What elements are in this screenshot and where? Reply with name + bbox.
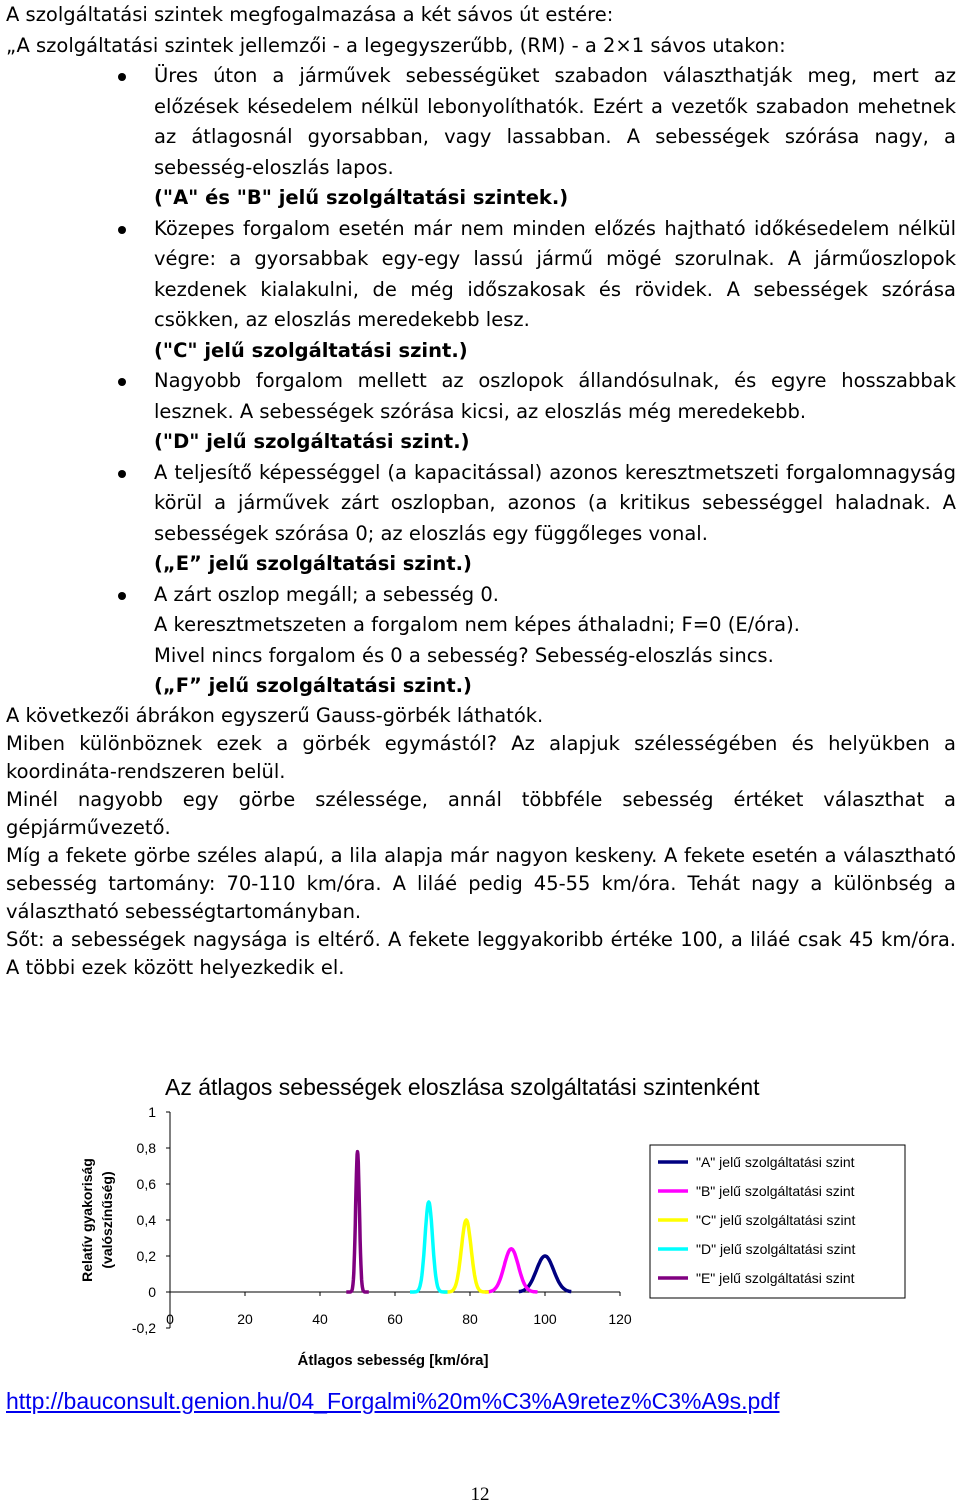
service-level-label: ("D" jelű szolgáltatási szint.) bbox=[154, 430, 470, 453]
series-curve-3 bbox=[410, 1202, 448, 1292]
y-axis-label-line: (valószínűség) bbox=[99, 1171, 115, 1269]
list-item bbox=[6, 61, 956, 214]
service-level-label: ("A" és "B" jelű szolgáltatási szintek.) bbox=[154, 186, 569, 209]
x-tick-label: 120 bbox=[608, 1311, 632, 1327]
x-tick-label: 40 bbox=[312, 1311, 328, 1327]
service-level-label: („F” jelű szolgáltatási szint.) bbox=[154, 674, 472, 697]
bullet-icon bbox=[118, 592, 126, 600]
y-tick-label: 0,6 bbox=[136, 1176, 156, 1192]
x-tick-label: 100 bbox=[533, 1311, 557, 1327]
chart-series bbox=[346, 1152, 571, 1292]
page-number: 12 bbox=[470, 1484, 490, 1505]
list-item bbox=[6, 458, 956, 580]
y-tick-label: 0,2 bbox=[136, 1248, 156, 1264]
series-curve-2 bbox=[444, 1220, 489, 1292]
service-level-label: ("C" jelű szolgáltatási szint.) bbox=[154, 338, 468, 362]
x-tick-labels bbox=[166, 1292, 632, 1327]
bullet-line: Mivel nincs forgalom és 0 a sebesség? Sebesség-eloszlás sincs. bbox=[154, 643, 774, 667]
paragraph: Míg a fekete görbe széles alapú, a lila alapja már nagyon keskeny. A fekete esetén a választható sebesség tartomány: 70-110 km/óra. A liláé pedig 45-55 km/óra. Tehát nagy a különbség a választható sebességtartományban. bbox=[6, 843, 956, 923]
bullet-text: A teljesítő képességgel (a kapacitással) azonos keresztmetszeti forgalomnagyság körül a járművek zárt oszlopban, azonos (a kritikus sebességgel haladnak. A sebességek szórása 0; az eloszlás egy függőleges vonal. bbox=[154, 460, 956, 545]
document-page bbox=[6, 0, 956, 982]
x-tick-label: 0 bbox=[166, 1311, 174, 1327]
y-tick-labels bbox=[132, 1104, 170, 1336]
y-tick-label: 1 bbox=[148, 1104, 156, 1120]
bullet-line: A zárt oszlop megáll; a sebesség 0. bbox=[154, 582, 499, 606]
speed-distribution-chart bbox=[0, 1060, 960, 1380]
legend-label: "B" jelű szolgáltatási szint bbox=[696, 1183, 855, 1199]
legend-label: "D" jelű szolgáltatási szint bbox=[696, 1241, 856, 1257]
list-item bbox=[6, 214, 956, 367]
y-axis-label-line: Relatív gyakoriság bbox=[79, 1158, 95, 1282]
bullet-icon bbox=[118, 470, 126, 478]
bullet-icon bbox=[118, 226, 126, 234]
x-axis-label: Átlagos sebesség [km/óra] bbox=[297, 1352, 489, 1369]
bullet-icon bbox=[118, 378, 126, 386]
paragraph: Minél nagyobb egy görbe szélessége, annál többféle sebesség értéket választhat a gépjárművezető. bbox=[6, 787, 956, 839]
bullet-text: Közepes forgalom esetén már nem minden előzés hajtható időkésedelem nélkül végre: a gyorsabbak egy-egy lassú jármű mögé szorulnak. A járműoszlopok kezdenek kialakulni, de még időszakosak és rövidek. A sebességek szórása csökken, az eloszlás meredekebb lesz. bbox=[154, 216, 956, 331]
y-axis-label bbox=[79, 1158, 115, 1282]
x-tick-label: 20 bbox=[237, 1311, 253, 1327]
legend-label: "A" jelű szolgáltatási szint bbox=[696, 1154, 855, 1170]
chart-title: Az átlagos sebességek eloszlása szolgáltatási szintenként bbox=[165, 1074, 760, 1100]
legend-label: "C" jelű szolgáltatási szint bbox=[696, 1212, 856, 1228]
y-tick-label: 0,4 bbox=[136, 1212, 156, 1228]
chart-legend bbox=[650, 1145, 905, 1298]
source-link[interactable]: http://bauconsult.genion.hu/04_Forgalmi%20m%C3%A9retez%C3%A9s.pdf bbox=[6, 1388, 780, 1414]
y-tick-label: 0,8 bbox=[136, 1140, 156, 1156]
paragraph: Sőt: a sebességek nagysága is eltérő. A fekete leggyakoribb értéke 100, a liláé csak 45 km/óra. A többi ezek között helyezkedik el. bbox=[6, 927, 956, 979]
section-heading: A szolgáltatási szintek megfogalmazása a két sávos út estére: bbox=[6, 3, 614, 26]
legend-label: "E" jelű szolgáltatási szint bbox=[696, 1270, 855, 1286]
x-tick-label: 60 bbox=[387, 1311, 403, 1327]
bullet-icon bbox=[118, 73, 126, 81]
bullet-line: A keresztmetszeten a forgalom nem képes áthaladni; F=0 (E/óra). bbox=[154, 613, 800, 636]
y-tick-label: -0,2 bbox=[131, 1320, 156, 1336]
bullet-text: Üres úton a járművek sebességüket szabadon választhatják meg, mert az előzések késedelem nélkül lebonyolíthatók. Ezért a vezetők szabadon mehetnek az átlagosnál gyorsabban, vagy lassabban. A sebességek szórása nagy, a sebesség-eloszlás lapos. bbox=[154, 64, 956, 179]
bullet-text: Nagyobb forgalom mellett az oszlopok állandósulnak, és egyre hosszabbak lesznek. A sebességek szórása kicsi, az eloszlás még meredekebb. bbox=[154, 369, 956, 423]
chart-svg bbox=[0, 1060, 960, 1380]
service-level-list bbox=[6, 61, 956, 702]
service-level-label: („E” jelű szolgáltatási szint.) bbox=[154, 552, 472, 575]
paragraph: Miben különböznek ezek a görbék egymástól? Az alapjuk szélességében és helyükben a koordináta-rendszeren belül. bbox=[6, 731, 956, 783]
list-item bbox=[6, 580, 956, 702]
series-curve-4 bbox=[346, 1152, 369, 1292]
y-tick-label: 0 bbox=[148, 1284, 156, 1300]
section-subheading: „A szolgáltatási szintek jellemzői - a legegyszerűbb, (RM) - a 2×1 sávos utakon: bbox=[6, 33, 786, 57]
paragraph: A következői ábrákon egyszerű Gauss-görbék láthatók. bbox=[6, 703, 544, 727]
list-item bbox=[6, 366, 956, 458]
x-tick-label: 80 bbox=[462, 1311, 478, 1327]
